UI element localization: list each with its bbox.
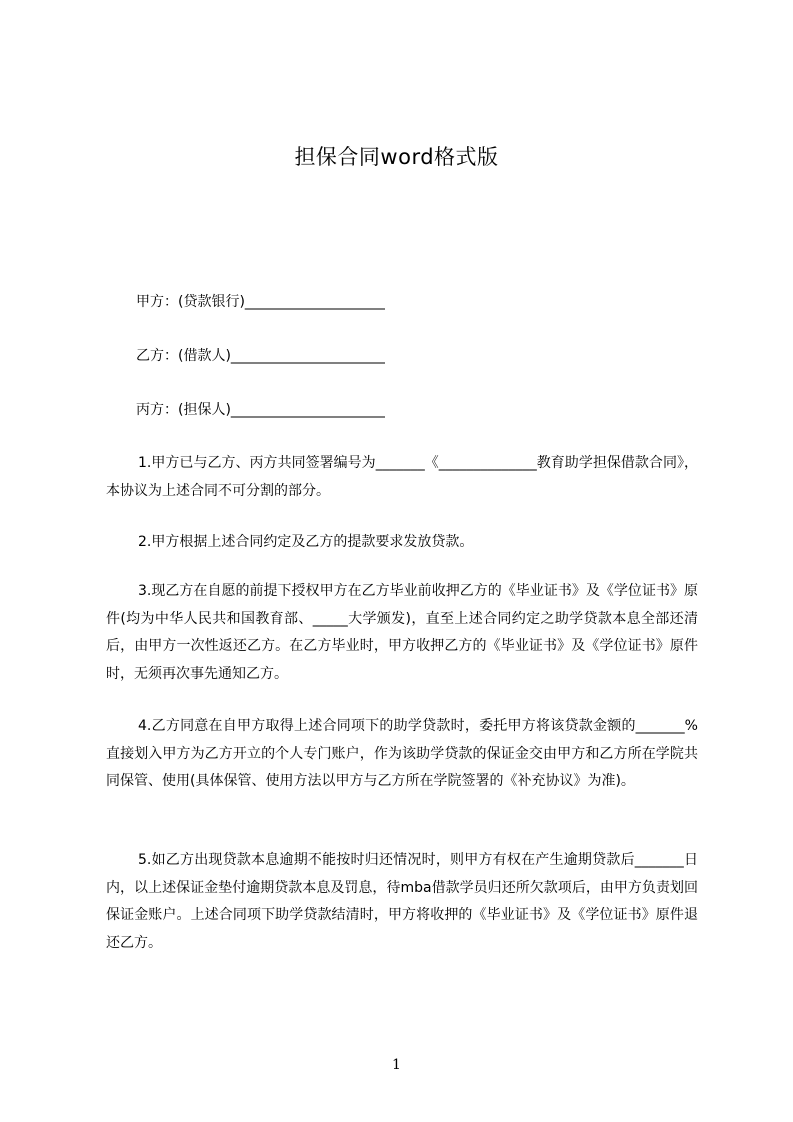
clause-4: 4.乙方同意在自甲方取得上述合同项下的助学贷款时，委托甲方将该贷款金额的_______%直接划入甲方为乙方开立的个人专门账户，作为该助学贷款的保证金交由甲方和乙方所在学院共同保管、使用(具体保管、使用方法以甲方与乙方所在学院签署的《补充协议》为准)。 (106, 718, 698, 789)
party-b-line: 乙方：(借款人)______________________ (136, 348, 385, 364)
document-title: 担保合同word格式版 (294, 145, 499, 169)
clause-5: 5.如乙方出现贷款本息逾期不能按时归还情况时，则甲方有权在产生逾期贷款后_______日内，以上述保证金垫付逾期贷款本息及罚息，待mba借款学员归还所欠款项后，由甲方负责划回保证金账户。上述合同项下助学贷款结清时，甲方将收押的《毕业证书》及《学位证书》原件退还乙方。 (106, 852, 698, 951)
page-number: 1 (392, 1057, 401, 1073)
clause-2: 2.甲方根据上述合同约定及乙方的提款要求发放贷款。 (138, 534, 474, 550)
clause-3: 3.现乙方在自愿的前提下授权甲方在乙方毕业前收押乙方的《毕业证书》及《学位证书》原件(均为中华人民共和国教育部、_____大学颁发)，直至上述合同约定之助学贷款本息全部还清后，由甲方一次性返还乙方。在乙方毕业时，甲方收押乙方的《毕业证书》及《学位证书》原件时，无须再次事先通知乙方。 (106, 583, 698, 682)
clause-1: 1.甲方已与乙方、丙方共同签署编号为_______《______________教育助学担保借款合同》，本协议为上述合同不可分割的部分。 (106, 455, 698, 499)
party-a-line: 甲方：(贷款银行)____________________ (136, 294, 385, 310)
party-c-line: 丙方：(担保人)______________________ (136, 402, 385, 418)
